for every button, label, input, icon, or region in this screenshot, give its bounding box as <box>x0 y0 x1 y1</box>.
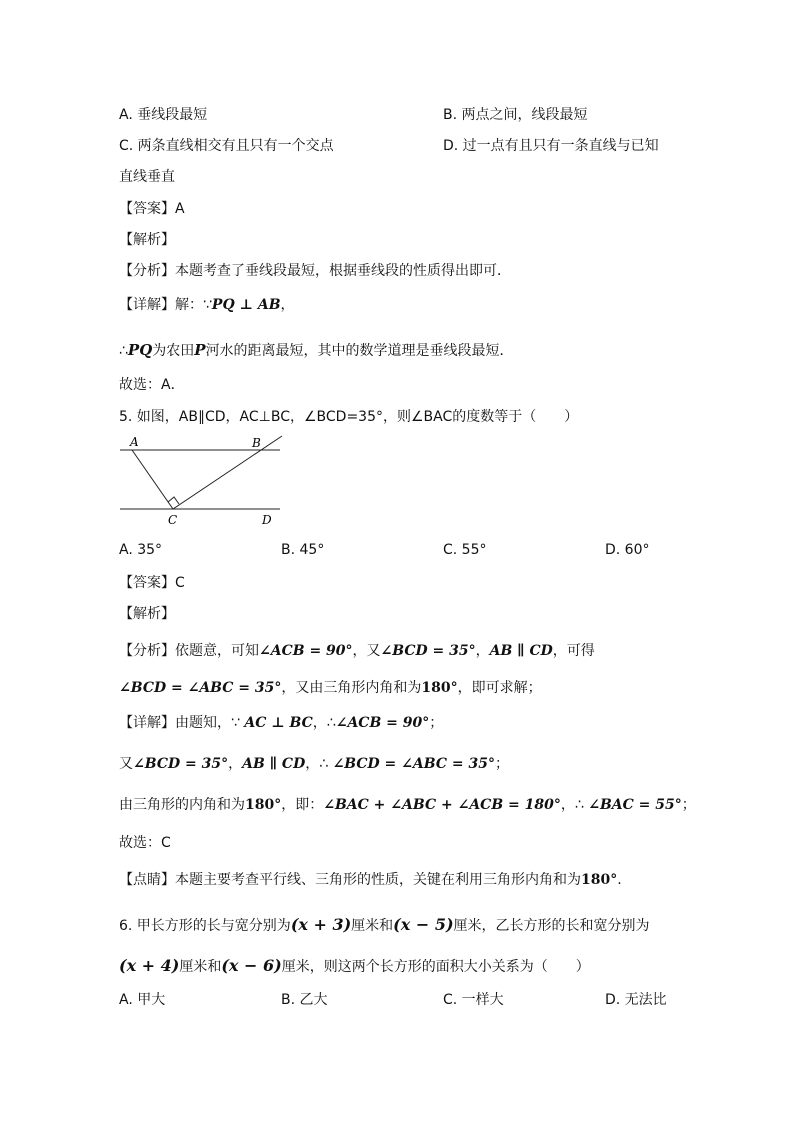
math: (x − 6) <box>221 956 282 975</box>
math: (x + 3) <box>290 915 352 934</box>
q4-detail-math: PQ ⊥ AB <box>211 297 281 313</box>
text: 厘米，乙长方形的长和宽分别为 <box>453 918 650 934</box>
math: 180° <box>421 680 458 696</box>
text: ，可得 <box>552 643 595 659</box>
math: ∠ACB = 90° <box>335 715 430 731</box>
q5-stem: 5. 如图，AB∥CD，AC⊥BC，∠BCD=35°，则∠BAC的度数等于（ ） <box>119 409 579 425</box>
q4-option-d: D. 过一点有且只有一条直线与已知 <box>443 138 659 154</box>
math: 180° <box>581 872 618 888</box>
text: 厘米和 <box>351 918 394 934</box>
text: 由三角形的内角和为 <box>119 797 245 813</box>
q4-choose: 故选：A． <box>119 377 185 393</box>
q4-option-c: C. 两条直线相交有且只有一个交点 <box>119 138 334 154</box>
math: AC ⊥ BC <box>244 715 313 731</box>
q4-analysis-title: 【解析】 <box>119 232 175 248</box>
math: ∠ACB = 90° <box>259 643 353 659</box>
math: ∠BAC + ∠ABC + ∠ACB = 180° <box>323 797 561 813</box>
q4-p: P <box>194 341 206 359</box>
text: ， <box>475 643 490 659</box>
text: 【分析】依题意，可知 <box>119 643 259 659</box>
q5-option-a: A. 35° <box>119 542 163 558</box>
ray-cb <box>173 436 282 509</box>
q4-conclusion <box>119 340 514 360</box>
math: ∠BCD = 35° <box>133 756 229 772</box>
text: 又 <box>119 756 133 772</box>
q4-detail-suffix: ， <box>280 297 295 313</box>
math: 180° <box>245 797 282 813</box>
q5-detail-1 <box>119 712 443 732</box>
q4-concl-end: 河水的距离最短，其中的数学道理是垂线段最短． <box>205 343 514 359</box>
math: ∠BAC = 55° <box>588 797 682 813</box>
text: ； <box>681 797 696 813</box>
q4-detail <box>119 294 295 314</box>
q5-option-b: B. 45° <box>281 542 325 558</box>
q4-pq: PQ <box>127 341 153 359</box>
text: . <box>617 872 622 888</box>
text: ，又 <box>352 643 381 659</box>
segment-ac <box>132 450 173 509</box>
q6-option-c: C. 一样大 <box>443 992 504 1008</box>
text: ，又由三角形内角和为 <box>281 680 422 696</box>
right-angle-mark <box>168 497 179 504</box>
text: ， <box>228 756 243 772</box>
math: ∠BCD = ∠ABC = 35° <box>332 756 495 772</box>
label-d: D <box>262 513 272 527</box>
text: ，∴ <box>312 715 336 731</box>
q4-fenxi: 【分析】本题考查了垂线段最短，根据垂线段的性质得出即可． <box>119 263 511 279</box>
math: AB ∥ CD <box>489 643 553 659</box>
q5-option-d: D. 60° <box>605 542 650 558</box>
q6-option-d: D. 无法比 <box>605 992 667 1008</box>
q5-choose: 故选：C <box>119 835 171 851</box>
q4-option-b: B. 两点之间，线段最短 <box>443 107 588 123</box>
q6-option-a: A. 甲大 <box>119 992 166 1008</box>
math: (x + 4) <box>119 956 180 975</box>
q5-detail-2 <box>119 753 509 773</box>
q6-option-b: B. 乙大 <box>281 992 328 1008</box>
text: ； <box>429 715 444 731</box>
text: 厘米和 <box>179 959 222 975</box>
q6-stem-1 <box>119 915 650 935</box>
label-c: C <box>168 513 178 527</box>
math: (x − 5) <box>393 915 454 934</box>
text: 厘米，则这两个长方形的面积大小关系为（ ） <box>281 959 590 975</box>
label-a: A <box>130 435 139 449</box>
text: 【详解】由题知，∵ <box>119 715 245 731</box>
text: ； <box>494 756 509 772</box>
math: ∠BCD = 35° <box>380 643 476 659</box>
text: ，∴ <box>305 756 333 772</box>
q5-dianjing <box>119 869 622 889</box>
text: ，∴ <box>560 797 589 813</box>
text: ，即： <box>281 797 324 813</box>
math: AB ∥ CD <box>242 756 306 772</box>
math: ∠BCD = ∠ABC = 35° <box>119 680 282 696</box>
q4-therefore: ∴ <box>119 343 128 359</box>
q5-figure <box>116 432 288 528</box>
text: 6. 甲长方形的长与宽分别为 <box>119 918 291 934</box>
q5-fenxi-1 <box>119 640 595 660</box>
q5-option-c: C. 55° <box>443 542 487 558</box>
q4-concl-mid: 为农田 <box>152 343 195 359</box>
q5-fenxi-2 <box>119 677 542 697</box>
q5-analysis-title: 【解析】 <box>119 606 175 622</box>
q4-detail-prefix: 【详解】解：∵ <box>119 297 212 313</box>
q5-answer: 【答案】C <box>119 575 185 591</box>
q4-option-d-cont: 直线垂直 <box>119 169 175 185</box>
q6-stem-2 <box>119 956 590 976</box>
label-b: B <box>252 436 261 450</box>
text: 【点睛】本题主要考查平行线、三角形的性质，关键在利用三角形内角和为 <box>119 872 581 888</box>
q4-option-a: A. 垂线段最短 <box>119 107 208 123</box>
q5-detail-3 <box>119 794 696 814</box>
q4-answer: 【答案】A <box>119 201 185 217</box>
text: ，即可求解； <box>457 680 542 696</box>
